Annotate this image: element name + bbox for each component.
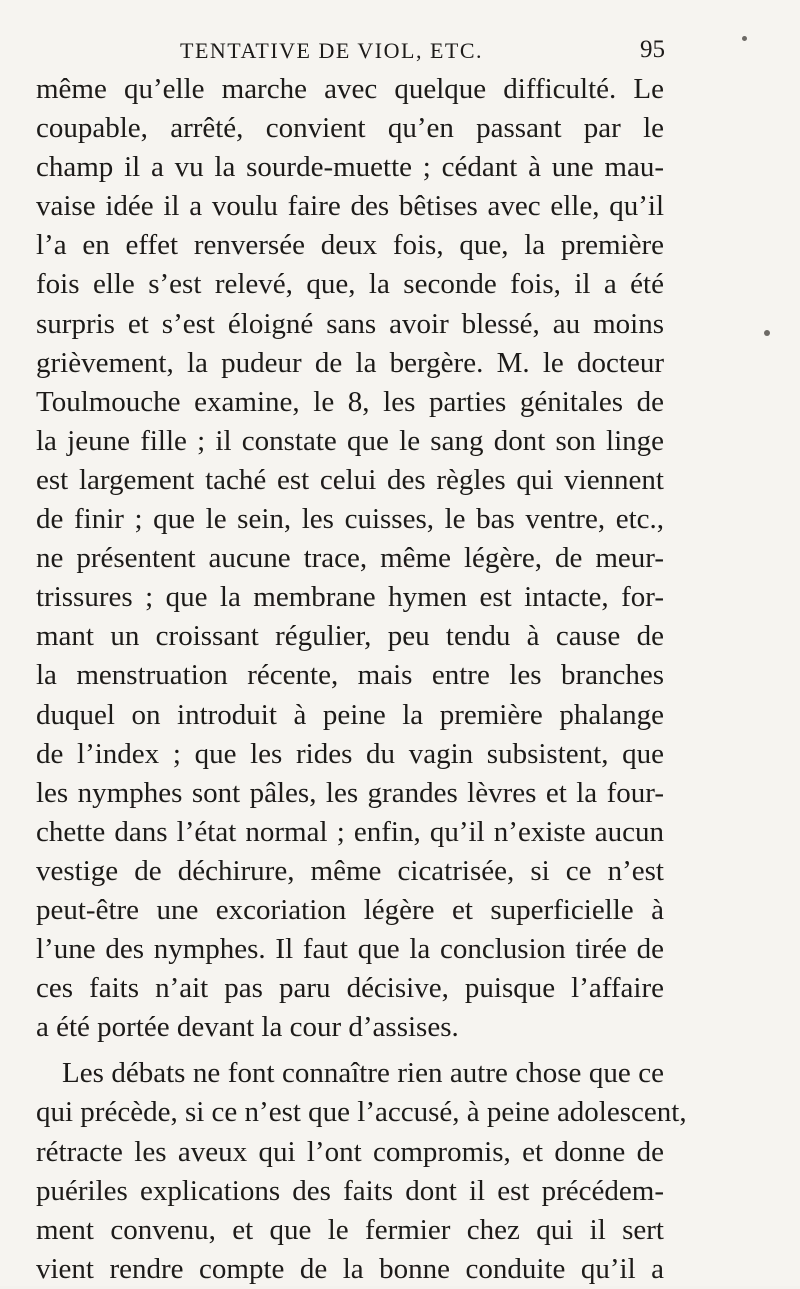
text-line: de l’index ; que les rides du vagin subsistent, que [36,737,664,770]
text-line: ces faits n’ait pas paru décisive, puisque l’affaire [36,972,664,1005]
text-line: coupable, arrêté, convient qu’en passant par le [36,112,664,145]
ink-speck [764,330,770,336]
text-line: l’a en effet renversée deux fois, que, la première [36,229,664,262]
text-line: les nymphes sont pâles, les grandes lèvres et la four- [36,776,664,809]
text-line: peut-être une excoriation légère et superficielle à [36,893,664,926]
text-line: la menstruation récente, mais entre les branches [36,659,664,692]
text-line: ment convenu, et que le fermier chez qui il sert [36,1213,664,1246]
text-line: puériles explications des faits dont il est précédem- [36,1174,664,1207]
body-text [36,70,687,1289]
text-line: l’une des nymphes. Il faut que la conclusion tirée de [36,933,664,966]
text-line: champ il a vu la sourde-muette ; cédant à une mau- [36,151,664,184]
text-line: duquel on introduit à peine la première phalange [36,698,664,731]
text-line: qui précède, si ce n’est que l’accusé, à peine adolescent, [36,1096,687,1129]
text-line: trissures ; que la membrane hymen est intacte, for- [36,581,664,614]
text-line: vient rendre compte de la bonne conduite qu’il a [36,1252,664,1285]
text-line: vaise idée il a voulu faire des bêtises avec elle, qu’il [36,190,664,223]
text-line: fois elle s’est relevé, que, la seconde fois, il a été [36,268,664,301]
paragraph [36,70,664,1047]
text-line: rétracte les aveux qui l’ont compromis, et donne de [36,1135,664,1168]
running-head: TENTATIVE DE VIOL, ETC. [180,38,484,63]
text-line: est largement taché est celui des règles qui viennent [36,463,664,496]
text-line: même qu’elle marche avec quelque difficulté. Le [36,73,664,105]
text-line: la jeune fille ; il constate que le sang dont son linge [36,424,664,457]
text-line: ne présentent aucune trace, même légère, de meur- [36,542,664,575]
page-number: 95 [640,36,665,63]
text-line: a été portée devant la cour d’assises. [36,1011,459,1044]
text-line: Toulmouche examine, le 8, les parties génitales de [36,385,664,418]
text-line: chette dans l’état normal ; enfin, qu’il n’existe aucun [36,815,664,848]
text-line: surpris et s’est éloigné sans avoir blessé, au moins [36,307,664,340]
paragraph [36,1054,687,1289]
text-line: mant un croissant régulier, peu tendu à cause de [36,620,664,653]
ink-speck [742,36,747,41]
text-line: grièvement, la pudeur de la bergère. M. le docteur [36,346,664,379]
text-line: Les débats ne font connaître rien autre chose que ce [62,1057,664,1090]
text-line: de finir ; que le sein, les cuisses, le bas ventre, etc., [36,503,664,536]
text-line: vestige de déchirure, même cicatrisée, si ce n’est [36,854,664,887]
